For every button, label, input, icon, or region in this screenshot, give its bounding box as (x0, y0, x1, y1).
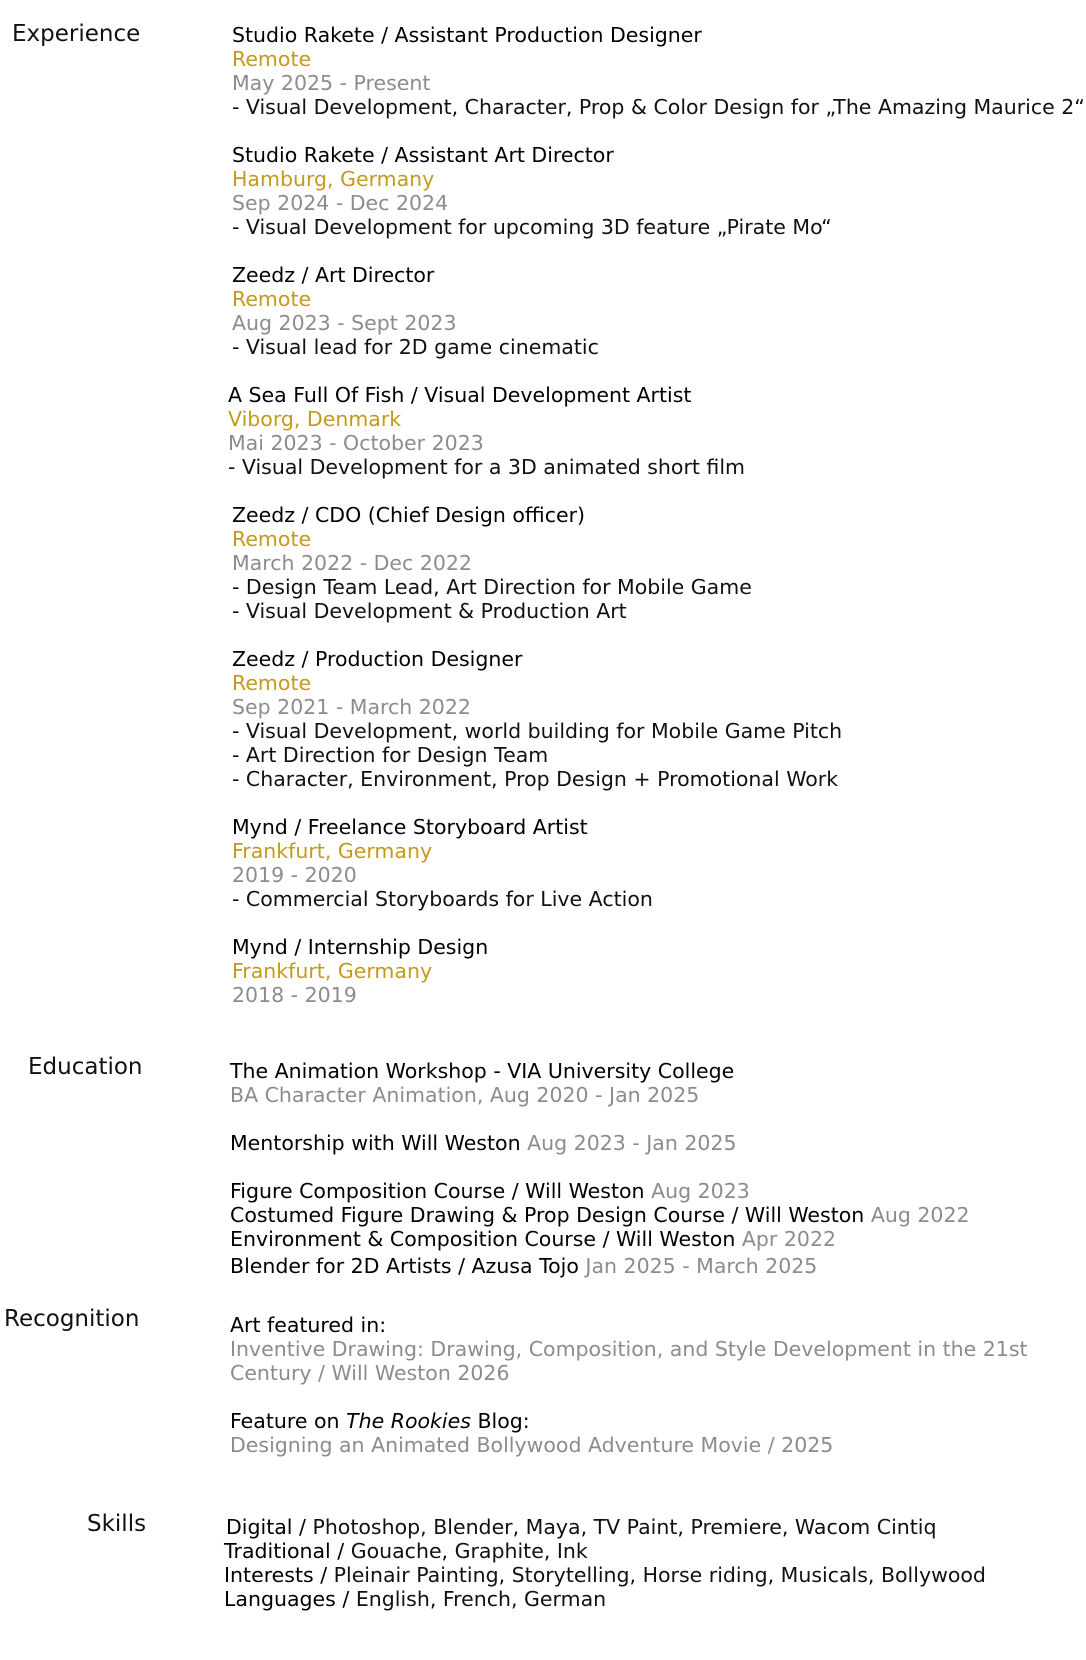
feature-heading (230, 1409, 833, 1433)
job-title: Mynd / Internship Design (232, 935, 489, 959)
experience-entry (232, 263, 599, 359)
job-dates: 2018 - 2019 (232, 983, 357, 1007)
experience-entry (232, 23, 1085, 119)
job-dates: 2019 - 2020 (232, 863, 357, 887)
job-location: Remote (232, 671, 312, 695)
job-title: Studio Rakete / Assistant Production Designer (232, 23, 702, 47)
experience-entry (232, 143, 832, 239)
experience-entry (232, 815, 653, 911)
degree: BA Character Animation, Aug 2020 - Jan 2025 (230, 1083, 700, 1107)
skill-row (226, 1515, 986, 1539)
education-school (230, 1059, 734, 1107)
section-label-education: Education (28, 1054, 143, 1080)
job-title: Zeedz / Art Director (232, 263, 435, 287)
job-title: Studio Rakete / Assistant Art Director (232, 143, 614, 167)
job-bullet: - Design Team Lead, Art Direction for Mobile Game (232, 575, 752, 599)
job-location: Hamburg, Germany (232, 167, 435, 191)
skill-row (224, 1587, 986, 1611)
job-title: A Sea Full Of Fish / Visual Development Artist (228, 383, 692, 407)
experience-entry (232, 503, 752, 623)
recognition-feature (230, 1409, 833, 1457)
skill-row (224, 1539, 986, 1563)
experience-entry (228, 383, 745, 479)
education-mentorship (230, 1131, 737, 1155)
skill-value: Photoshop, Blender, Maya, TV Paint, Premiere, Wacom Cintiq (312, 1515, 937, 1539)
course-dates: Aug 2023 (651, 1179, 750, 1203)
job-dates: Mai 2023 - October 2023 (228, 431, 484, 455)
feature-blog-name: The Rookies (346, 1409, 471, 1433)
course-title: Costumed Figure Drawing & Prop Design Course (230, 1203, 725, 1227)
job-bullet: - Character, Environment, Prop Design + Promotional Work (232, 767, 839, 791)
skill-value: Pleinair Painting, Storytelling, Horse riding, Musicals, Bollywood (333, 1563, 986, 1587)
section-label-skills: Skills (87, 1511, 147, 1537)
course-item (230, 1227, 970, 1251)
job-dates: May 2025 - Present (232, 71, 431, 95)
recognition-featured (230, 1313, 1050, 1385)
course-item (230, 1203, 970, 1227)
feature-prefix: Feature on (230, 1409, 340, 1433)
skill-label: Digital / (226, 1515, 306, 1539)
course-title: Blender for 2D Artists (230, 1254, 452, 1278)
job-dates: Aug 2023 - Sept 2023 (232, 311, 457, 335)
job-bullet: - Visual Development, Character, Prop & Color Design for „The Amazing Maurice 2“ (232, 95, 1085, 119)
course-teacher: / Will Weston (511, 1179, 645, 1203)
course-teacher: / Azusa Tojo (458, 1254, 579, 1278)
section-label-experience: Experience (12, 21, 141, 47)
course-item (230, 1179, 970, 1203)
skill-value: Gouache, Graphite, Ink (350, 1539, 588, 1563)
job-bullet: - Commercial Storyboards for Live Action (232, 887, 653, 911)
job-bullet: - Art Direction for Design Team (232, 743, 549, 767)
job-title: Zeedz / CDO (Chief Design officer) (232, 503, 586, 527)
job-location: Frankfurt, Germany (232, 839, 433, 863)
skill-label: Traditional / (224, 1539, 345, 1563)
feature-text: Designing an Animated Bollywood Adventure Movie / 2025 (230, 1433, 834, 1457)
course-dates: Aug 2022 (870, 1203, 970, 1227)
feature-suffix: Blog: (477, 1409, 530, 1433)
job-title: Zeedz / Production Designer (232, 647, 523, 671)
job-location: Frankfurt, Germany (232, 959, 433, 983)
course-title: Figure Composition Course (230, 1179, 506, 1203)
course-dates: Apr 2022 (741, 1227, 837, 1251)
skill-row (224, 1563, 986, 1587)
mentorship-dates: Aug 2023 - Jan 2025 (527, 1131, 737, 1155)
job-bullet: - Visual Development & Production Art (232, 599, 627, 623)
mentorship-title: Mentorship with Will Weston (230, 1131, 521, 1155)
experience-entry (232, 935, 488, 1007)
school-name: The Animation Workshop - VIA University College (230, 1059, 735, 1083)
course-title: Environment & Composition Course (230, 1227, 597, 1251)
skill-label: Interests / (224, 1563, 328, 1587)
education-courses (230, 1179, 970, 1278)
course-dates: Jan 2025 - March 2025 (585, 1254, 818, 1278)
job-location: Remote (232, 287, 312, 311)
skill-label: Languages / (224, 1587, 350, 1611)
featured-label: Art featured in: (230, 1313, 387, 1337)
job-dates: Sep 2024 - Dec 2024 (232, 191, 449, 215)
skills-list (224, 1515, 986, 1611)
job-location: Viborg, Denmark (228, 407, 402, 431)
job-location: Remote (232, 527, 312, 551)
featured-text: Inventive Drawing: Drawing, Composition, and Style Development in the 21st Century / Will Weston 2026 (230, 1337, 1028, 1385)
job-bullet: - Visual Development, world building for Mobile Game Pitch (232, 719, 843, 743)
skill-value: English, French, German (355, 1587, 607, 1611)
job-dates: March 2022 - Dec 2022 (232, 551, 472, 575)
course-teacher: / Will Weston (602, 1227, 736, 1251)
job-bullet: - Visual Development for a 3D animated short film (228, 455, 746, 479)
course-item (230, 1254, 970, 1278)
experience-entry (232, 647, 842, 791)
job-dates: Sep 2021 - March 2022 (232, 695, 471, 719)
course-teacher: / Will Weston (731, 1203, 865, 1227)
job-bullet: - Visual Development for upcoming 3D feature „Pirate Mo“ (232, 215, 832, 239)
section-label-recognition: Recognition (4, 1306, 140, 1332)
job-title: Mynd / Freelance Storyboard Artist (232, 815, 588, 839)
job-bullet: - Visual lead for 2D game cinematic (232, 335, 599, 359)
job-location: Remote (232, 47, 312, 71)
